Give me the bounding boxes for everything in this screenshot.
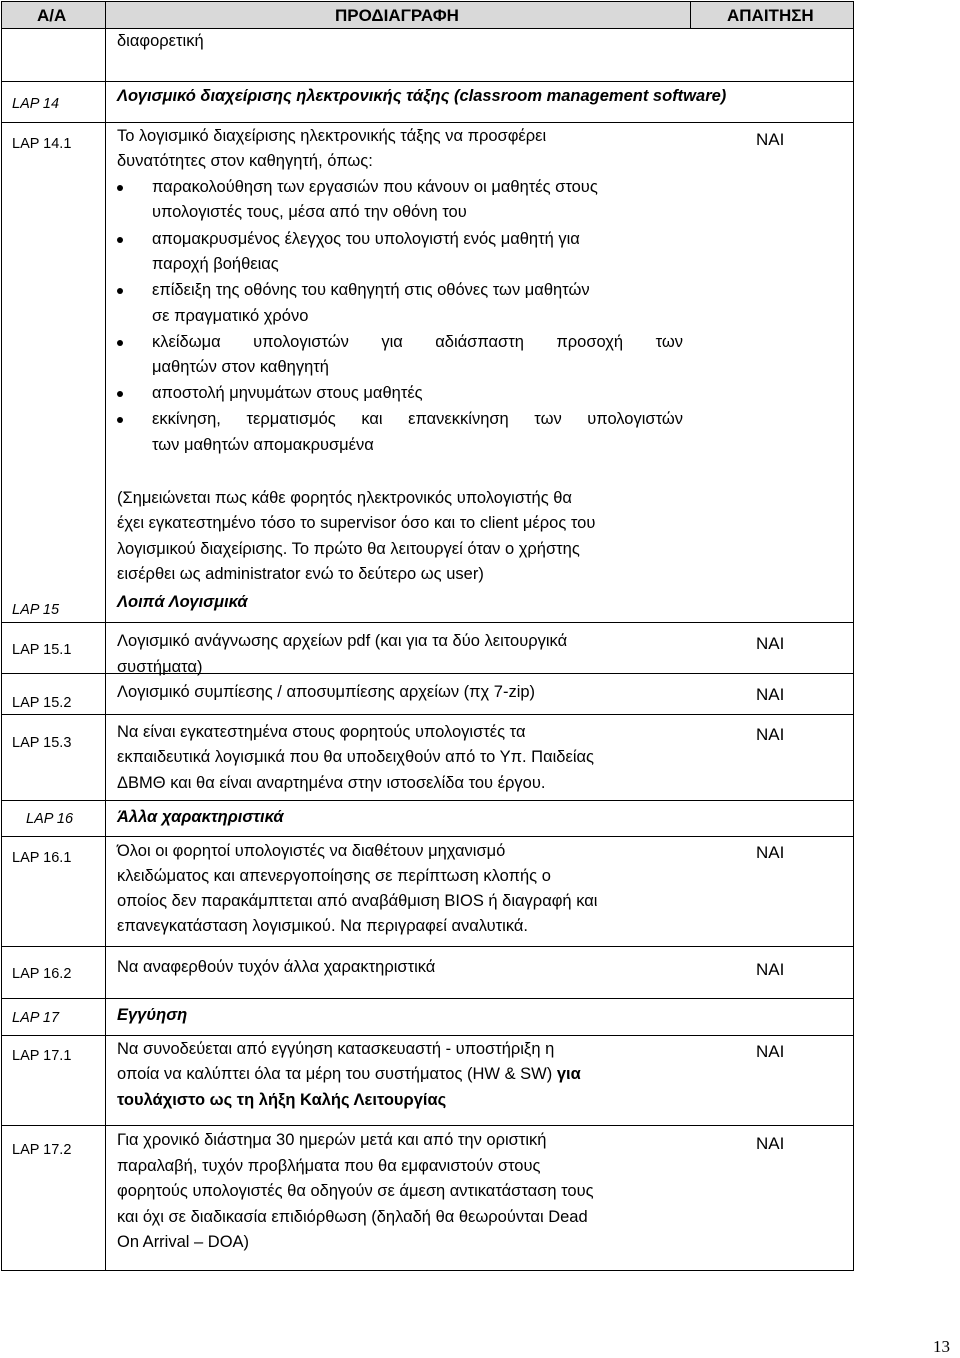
bullet-line: των μαθητών απομακρυσμένα <box>152 436 374 454</box>
row-text: εκπαιδευτικά λογισμικά που θα υποδειχθούν από το Υπ. Παιδείας <box>117 748 594 766</box>
row-divider <box>1 998 854 999</box>
row-divider <box>1 946 854 947</box>
note-line: εισέρθει ως administrator ενώ το δεύτερο ως user) <box>117 565 484 583</box>
requirement-lap15-1: ΝΑΙ <box>756 634 785 653</box>
row-text: Να είναι εγκατεστημένα στους φορητούς υπολογιστές τα <box>117 723 526 741</box>
bullet-line: αποστολή μηνυμάτων στους μαθητές <box>152 384 423 402</box>
row-code-lap14: LAP 14 <box>12 96 60 112</box>
section-title-lap15: Λοιπά Λογισμικά <box>117 593 248 611</box>
requirement-lap14-1: ΝΑΙ <box>756 130 785 149</box>
bullet-icon <box>117 340 123 346</box>
header-specification: ΠΡΟΔΙΑΓΡΑΦΗ <box>335 6 459 25</box>
row-divider <box>1 122 854 123</box>
note-line: έχει εγκατεστημένο τόσο το supervisor όσο και το client μέρος του <box>117 514 596 532</box>
row-code-lap16-2: LAP 16.2 <box>12 966 72 982</box>
row-code-lap16-1: LAP 16.1 <box>12 850 72 866</box>
bullet-line: μαθητών στον καθηγητή <box>152 358 329 376</box>
header-requirement: ΑΠΑΙΤΗΣΗ <box>727 6 814 25</box>
requirement-lap15-2: ΝΑΙ <box>756 685 785 704</box>
column-divider <box>105 1 106 1271</box>
row-text: διαφορετική <box>117 32 204 50</box>
row-divider <box>1 1125 854 1126</box>
row-code-lap14-1: LAP 14.1 <box>12 136 72 152</box>
row-text: Όλοι οι φορητοί υπολογιστές να διαθέτουν μηχανισμό <box>117 842 506 860</box>
bullet-line: απομακρυσμένος έλεγχος του υπολογιστή ενός μαθητή για <box>152 230 580 248</box>
row-divider <box>1 800 854 801</box>
requirement-lap16-1: ΝΑΙ <box>756 843 785 862</box>
row-divider <box>1 81 854 82</box>
row-text: On Arrival – DOA) <box>117 1233 250 1251</box>
row-divider <box>1 714 854 715</box>
bullet-line: υπολογιστές τους, μέσα από την οθόνη του <box>152 203 467 221</box>
row-text: παραλαβή, τυχόν προβλήματα που θα εμφανιστούν στους <box>117 1157 541 1175</box>
row-text-bold: τουλάχιστο ως τη λήξη Καλής Λειτουργίας <box>117 1091 447 1109</box>
row-divider <box>1 622 854 623</box>
row-text <box>117 1062 581 1088</box>
row-code-lap15-1: LAP 15.1 <box>12 642 72 658</box>
row-text: επανεγκατάσταση λογισμικού. Να περιγραφεί αναλυτικά. <box>117 917 529 935</box>
row-text: συστήματα) <box>117 658 203 676</box>
row-text: Για χρονικό διάστημα 30 ημερών μετά και από την οριστική <box>117 1131 547 1149</box>
requirement-lap17-2: ΝΑΙ <box>756 1134 785 1153</box>
note-line: λογισμικού διαχείρισης. Το πρώτο θα λειτουργεί όταν ο χρήστης <box>117 540 580 558</box>
requirement-lap17-1: ΝΑΙ <box>756 1042 785 1061</box>
row-code-lap17: LAP 17 <box>12 1010 60 1026</box>
row-text: Λογισμικό συμπίεσης / αποσυμπίεσης αρχείων (πχ 7-zip) <box>117 683 536 701</box>
row-code-lap15-2: LAP 15.2 <box>12 695 72 711</box>
bullet-line: εκκίνηση, τερματισμός και επανεκκίνηση των υπολογιστών <box>152 410 683 428</box>
bullet-line: κλείδωμα υπολογιστών για αδιάσπαστη προσοχή των <box>152 333 683 351</box>
section-title-lap16: Άλλα χαρακτηριστικά <box>117 808 284 826</box>
row-text: οποίος δεν παρακάμπτεται από αναβάθμιση BIOS ή διαγραφή και <box>117 892 598 910</box>
intro-line: δυνατότητες στον καθηγητή, όπως: <box>117 152 373 170</box>
note-line: (Σημειώνεται πως κάθε φορητός ηλεκτρονικός υπολογιστής θα <box>117 489 572 507</box>
row-text: ΔΒΜΘ και θα είναι αναρτημένα στην ιστοσελίδα του έργου. <box>117 774 546 792</box>
row-code-lap16: LAP 16 <box>26 811 74 827</box>
row-divider <box>1 1035 854 1036</box>
section-title-lap14: Λογισμικό διαχείρισης ηλεκτρονικής τάξης (classroom management software) <box>117 87 727 105</box>
bullet-icon <box>117 288 123 294</box>
row-code-lap17-2: LAP 17.2 <box>12 1142 72 1158</box>
row-divider <box>1 836 854 837</box>
bullet-line: σε πραγματικό χρόνο <box>152 307 309 325</box>
page-number: 13 <box>933 1337 950 1356</box>
row-code-lap17-1: LAP 17.1 <box>12 1048 72 1064</box>
row-code-lap15-3: LAP 15.3 <box>12 735 72 751</box>
section-title-lap17: Εγγύηση <box>117 1006 188 1024</box>
bullet-icon <box>117 237 123 243</box>
row-text-bold: για <box>556 1065 581 1083</box>
bullet-line: παρακολούθηση των εργασιών που κάνουν οι μαθητές στους <box>152 178 598 196</box>
row-text: κλειδώματος και απενεργοποίησης σε περίπτωση κλοπής ο <box>117 867 551 885</box>
row-text: Λογισμικό ανάγνωσης αρχείων pdf (και για τα δύο λειτουργικά <box>117 632 568 650</box>
column-divider <box>690 1 691 28</box>
bullet-line: παροχή βοήθειας <box>152 255 279 273</box>
row-text: Να συνοδεύεται από εγγύηση κατασκευαστή - υποστήριξη η <box>117 1040 555 1058</box>
requirement-lap16-2: ΝΑΙ <box>756 960 785 979</box>
requirement-lap15-3: ΝΑΙ <box>756 725 785 744</box>
row-text: και όχι σε διαδικασία επιδιόρθωση (δηλαδή θα θεωρούνται Dead <box>117 1208 588 1226</box>
row-text: Να αναφερθούν τυχόν άλλα χαρακτηριστικά <box>117 958 436 976</box>
row-text: φορητούς υπολογιστές θα οδηγούν σε άμεση αντικατάσταση τους <box>117 1182 594 1200</box>
intro-line: Το λογισμικό διαχείρισης ηλεκτρονικής τάξης να προσφέρει <box>117 127 547 145</box>
bullet-icon <box>117 417 123 423</box>
row-text-plain: οποία να καλύπτει όλα τα μέρη του συστήματος (HW & SW) <box>117 1065 553 1083</box>
row-code-lap15: LAP 15 <box>12 602 60 618</box>
header-aa: Α/Α <box>37 6 67 25</box>
bullet-icon <box>117 391 123 397</box>
bullet-icon <box>117 185 123 191</box>
bullet-line: επίδειξη της οθόνης του καθηγητή στις οθόνες των μαθητών <box>152 281 590 299</box>
